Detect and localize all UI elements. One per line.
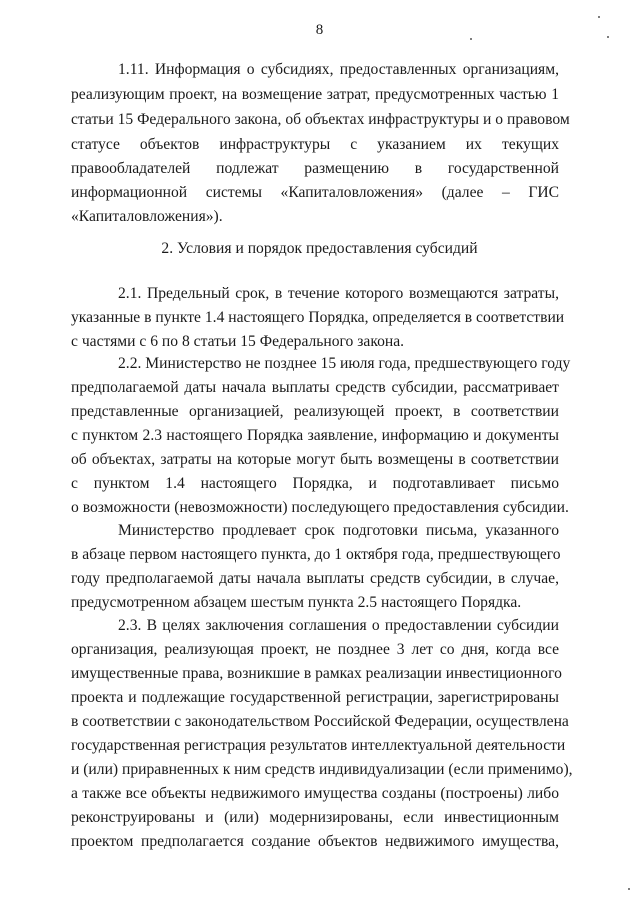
text-line: проекта и подлежащие государственной регистрации, зарегистрированы: [71, 689, 559, 706]
text-line: статьи 15 Федерального закона, об объектах инфраструктуры и о правовом: [71, 111, 570, 128]
text-line: и (или) приравненных к ним средств индивидуализации (если применимо),: [71, 761, 573, 778]
text-line: об объектах, затраты на которые могут быть возмещены в соответствии: [71, 451, 559, 468]
text-line: 1.11. Информация о субсидиях, предоставленных организациям,: [118, 61, 559, 78]
text-line: статусе объектов инфраструктуры с указанием их текущих: [71, 136, 559, 153]
text-line: с частями с 6 по 8 статьи 15 Федерального закона.: [71, 333, 405, 350]
text-line: представленные организацией, реализующей проект, в соответствии: [71, 403, 559, 420]
text-line: реализующим проект, на возмещение затрат, предусмотренных частью 1: [71, 86, 559, 103]
scan-speck: [607, 36, 609, 38]
text-line: имущественные права, возникшие в рамках реализации инвестиционного: [71, 665, 562, 682]
text-line: реконструированы и (или) модернизированы, если инвестиционным: [71, 809, 559, 826]
text-line: с пунктом 2.3 настоящего Порядка заявление, информацию и документы: [71, 427, 559, 444]
text-line: году предполагаемой даты начала выплаты средств субсидии, в случае,: [71, 570, 559, 587]
text-line: 2.2. Министерство не позднее 15 июля года, предшествующего году: [118, 355, 571, 372]
text-line: проектом предполагается создание объектов недвижимого имущества,: [71, 833, 559, 850]
section-heading: 2. Условия и порядок предоставления субсидий: [161, 240, 478, 257]
text-line: указанные в пункте 1.4 настоящего Порядка, определяется в соответствии: [71, 309, 565, 326]
scan-speck: [470, 38, 472, 40]
text-line: в абзаце первом настоящего пункта, до 1 октября года, предшествующего: [71, 546, 561, 563]
text-line: о возможности (невозможности) последующего предоставления субсидии.: [71, 499, 569, 516]
text-line: организация, реализующая проект, не позднее 3 лет со дня, когда все: [71, 641, 559, 658]
text-line: государственная регистрация результатов интеллектуальной деятельности: [71, 737, 566, 754]
text-line: в соответствии с законодательством Российской Федерации, осуществлена: [71, 713, 569, 730]
text-line: 2.1. Предельный срок, в течение которого возмещаются затраты,: [118, 285, 559, 302]
text-line: Министерство продлевает срок подготовки письма, указанного: [118, 522, 559, 539]
scan-speck: [628, 888, 630, 890]
scan-speck: [598, 16, 600, 18]
text-line: 2.3. В целях заключения соглашения о предоставлении субсидии: [118, 617, 559, 634]
text-line: правообладателей подлежат размещению в государственной: [71, 160, 559, 177]
page-number: 8: [315, 22, 324, 38]
text-line: «Капиталовложения»).: [71, 208, 223, 225]
text-line: информационной системы «Капиталовложения» (далее – ГИС: [71, 184, 559, 201]
text-line: с пунктом 1.4 настоящего Порядка, и подготавливает письмо: [71, 475, 559, 492]
text-line: предусмотренном абзацем шестым пункта 2.5 настоящего Порядка.: [71, 594, 522, 611]
text-line: а также все объекты недвижимого имущества созданы (построены) либо: [71, 785, 559, 802]
text-line: предполагаемой даты начала выплаты средств субсидии, рассматривает: [71, 379, 559, 396]
